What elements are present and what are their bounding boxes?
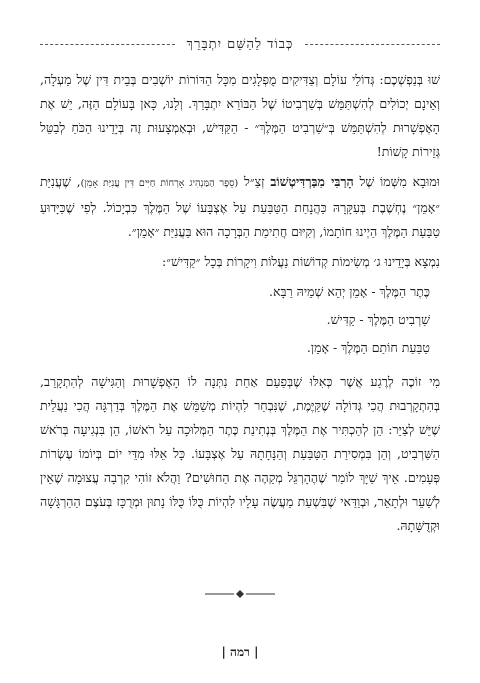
paragraph-3: נִמְצָא בְּיָדֵינוּ ג׳ מְשִׂימוֹת קְדוֹשׁוֹת נַעֲלוֹת וִיקָרוֹת בְּכָל ״קַדִּישׁ״: bbox=[162, 254, 440, 269]
rabbi-name: הָרַבִּי מִבַּרְדִּיטְשׁוֹב bbox=[270, 174, 354, 189]
honorific: זְצַ״ל bbox=[238, 174, 271, 189]
paragraph-4: מִי זוֹכֶה לְרֶגַע אֲשֶׁר כְּאִלּוּ שֶׁבְּפַעַם אַחַת נִתְּנָה לוֹ הָאֶפְשָׁרוּת וְהַגִּישָׁה לְהִתְקָרֵב, בְּהִתְקָרְבוּת הֲכִי גְּדוֹלָה שֶׁקַּיֶּמֶת, שֶׁנִּבְחַר לִהְיוֹת מְשַׁמֵּשׁ אֶת הַמֶּלֶךְ בְּדַרְגָּה הֲכִי נַעֲלֵית שֶׁיֵּשׁ לְצַיֵּר: הֵן לְהַכְתִּיר אֶת הַמֶּלֶךְ בְּנְתִינַת כֶּתֶר הַמְּלוּכָה עַל רֹאשׁוֹ, הֵן בִּנְגִיעָה בְּרֹאשׁ הַשַּׁרְבִיט, וְהֵן בִּמְסִירַת הַטַּבַּעַת וְהַנָּחָתָהּ עַל אֶצְבָּעוֹ. כָּל אֵלּוּ מִדֵּי יוֹם בְּיוֹמוֹ עֶשְׂרוֹת פְּעָמִים. אֵיךְ שַׁיָּךְ לוֹמַר שֶׁהֶהָרְגֵּל מְקַהֶה אֶת הַחוּשִׁים? וַהֲלֹא זוֹהִי קִרְבָה עֲצוּמָה שֶׁאֵין לְשַׁעֵר וּלְתָאֵר, וּבְוַדַּאי שֶׁבִּשְׁעַת מַעֲשֶׂה עָלָיו לִהְיוֹת כֻּלּוֹ כֻּלּוֹ נָתוּן וּמְרֻכָּז בְּעֹצֶם הַהַרְגָּשָׁה וּקְדֻשָּׁתָהּ. bbox=[40, 374, 440, 533]
paragraph-2-body: , שֶׁעֲנִיַּת ״אָמֵן״ נֶחְשֶׁבֶת בְּעִקָּרָהּ כַּהֲנָחַת הַטַּבַּעַת עַל אֶצְבָּעוֹ שֶׁל הַמֶּלֶךְ כִּבְיָכוֹל. לְפִי שֶׁכַּיָּדוּעַ טַבַּעַת הַמֶּלֶךְ הַיְינוּ חוֹתָמוֹ, וְקִיּוּם חֲתִימַת הַבְּרָכָה הוּא בַּעֲנִיַּת ״אָמֵן״. bbox=[40, 174, 440, 239]
source-reference: (סֵפֶר הַמַּנְהִיג אָרְחוֹת חַיִּים דִּין עֲנִיַּת אָמֵן) bbox=[80, 178, 239, 189]
paragraph-2 bbox=[40, 170, 440, 244]
paragraph-2-intro: וּמוּבָא מִשְּׁמוֹ שֶׁל bbox=[353, 174, 440, 189]
list-item-crown: כֶּתֶר הַמֶּלֶךְ - אָמֵן יְהֵא שְׁמֵיהּ רַבָּא. bbox=[269, 284, 430, 299]
body-text bbox=[40, 68, 440, 544]
list-item-ring: טַבַּעַת חוֹתַם הַמֶּלֶךְ - אָמֵן. bbox=[306, 340, 430, 355]
section-divider-ornament bbox=[0, 589, 480, 599]
header-title: כְּבוֹד לַהַשֵּׁם יִתְבָּרֵךְ bbox=[186, 37, 294, 52]
header-rule-left bbox=[40, 44, 175, 45]
divider-flourish-icon bbox=[205, 589, 275, 599]
page-number: | רמה | bbox=[221, 645, 259, 659]
running-header bbox=[40, 30, 440, 58]
header-rule-right bbox=[305, 44, 440, 45]
paragraph-1: שׁוּ בְּנַפְשְׁכֶם: גְּדוֹלֵי עוֹלָם וְצַדִּיקִים מֻפְלָגִים מִכָּל הַדּוֹרוֹת יוֹשְׁבִים בְּבֵית דִּין שֶׁל מַעְלָה, וְאֵינָם יְכוֹלִים לְהִשְׁתַּמֵּשׁ בְּשַׁרְבִיטוֹ שֶׁל הַבּוֹרֵא יִתְבָּרַךְ. וְלָנוּ, כָּאן בָּעוֹלָם הַזֶּה, יֵשׁ אֶת הָאֶפְשָׁרוּת לְהִשְׁתַּמֵּשׁ בְּ״שַׁרְבִיט הַמֶּלֶךְ״ - הַקַּדִּישׁ, וּבְאַמְצָעוּת זֶה בְּיָדֵינוּ הַכֹּחַ לְבַטֵּל גְּזֵירוֹת קָשׁוֹת! bbox=[40, 72, 440, 159]
list-item-scepter: שַׁרְבִיט הַמֶּלֶךְ - קַדִּישׁ. bbox=[326, 312, 430, 327]
